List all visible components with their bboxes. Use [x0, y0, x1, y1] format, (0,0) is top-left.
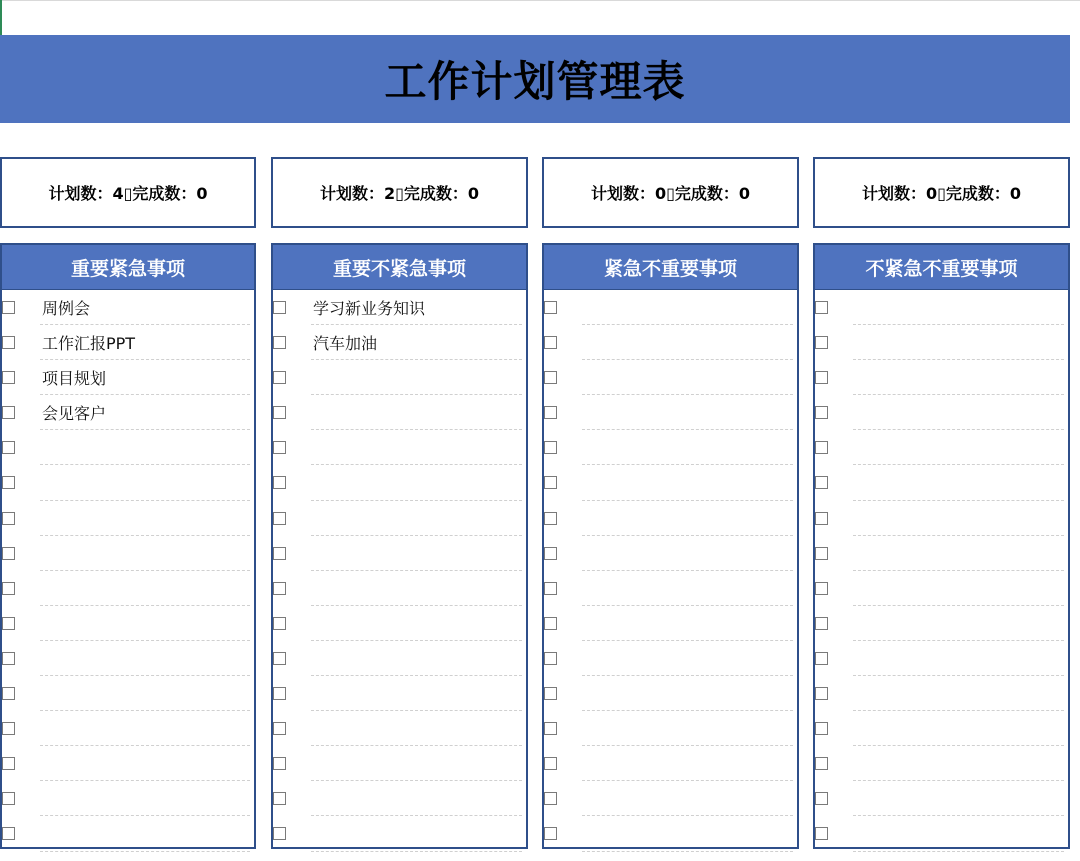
- task-row[interactable]: [544, 781, 797, 816]
- stat-text: 计划数：0▯完成数：0: [861, 184, 1022, 203]
- task-label: 会见客户: [42, 404, 107, 424]
- checkbox-icon[interactable]: [2, 757, 15, 770]
- checkbox-icon[interactable]: [544, 687, 557, 700]
- checkbox-icon[interactable]: [2, 406, 15, 419]
- task-row[interactable]: [2, 430, 254, 465]
- task-rows: [273, 290, 526, 852]
- task-row[interactable]: [815, 325, 1068, 360]
- task-row[interactable]: [2, 781, 254, 816]
- task-row[interactable]: [815, 290, 1068, 325]
- task-row[interactable]: [273, 571, 526, 606]
- stat-text: 计划数：2▯完成数：0: [319, 184, 480, 203]
- checkbox-icon[interactable]: [2, 687, 15, 700]
- row-divider: [40, 851, 250, 852]
- checkbox-icon[interactable]: [815, 652, 828, 665]
- task-row[interactable]: [273, 395, 526, 430]
- checkbox-icon[interactable]: [273, 371, 286, 384]
- quadrant-header[interactable]: [273, 245, 526, 290]
- checkbox-icon[interactable]: [815, 617, 828, 630]
- grid-top-line: [0, 0, 1080, 1]
- checkbox-icon[interactable]: [544, 582, 557, 595]
- row-divider: [582, 851, 793, 852]
- checkbox-icon[interactable]: [273, 687, 286, 700]
- stat-text: 计划数：0▯完成数：0: [590, 184, 751, 203]
- task-row[interactable]: [273, 816, 526, 851]
- task-row[interactable]: [2, 536, 254, 571]
- checkbox-icon[interactable]: [2, 652, 15, 665]
- task-row[interactable]: [815, 641, 1068, 676]
- checkbox-icon[interactable]: [2, 441, 15, 454]
- checkbox-icon[interactable]: [2, 617, 15, 630]
- checkbox-icon[interactable]: [815, 792, 828, 805]
- checkbox-icon[interactable]: [273, 582, 286, 595]
- cell-cursor: [0, 0, 2, 35]
- checkbox-icon[interactable]: [273, 722, 286, 735]
- checkbox-icon[interactable]: [273, 336, 286, 349]
- task-rows: [815, 290, 1068, 852]
- task-row[interactable]: [815, 465, 1068, 500]
- task-row[interactable]: [544, 325, 797, 360]
- checkbox-icon[interactable]: [2, 476, 15, 489]
- task-row[interactable]: [2, 571, 254, 606]
- checkbox-icon[interactable]: [815, 406, 828, 419]
- checkbox-icon[interactable]: [2, 582, 15, 595]
- checkbox-icon[interactable]: [273, 652, 286, 665]
- task-label: 项目规划: [42, 369, 107, 389]
- checkbox-icon[interactable]: [2, 827, 15, 840]
- task-row[interactable]: [815, 711, 1068, 746]
- checkbox-icon[interactable]: [2, 371, 15, 384]
- task-row[interactable]: [273, 430, 526, 465]
- checkbox-icon[interactable]: [544, 301, 557, 314]
- task-row[interactable]: [544, 536, 797, 571]
- stat-box-q4[interactable]: [813, 157, 1070, 228]
- task-row[interactable]: [2, 816, 254, 851]
- page-title: 工作计划管理表: [384, 57, 686, 106]
- task-row[interactable]: [273, 360, 526, 395]
- checkbox-icon[interactable]: [815, 722, 828, 735]
- checkbox-icon[interactable]: [273, 301, 286, 314]
- task-row[interactable]: [273, 781, 526, 816]
- checkbox-icon[interactable]: [815, 582, 828, 595]
- quadrant-list-q2: [271, 243, 528, 849]
- checkbox-icon[interactable]: [544, 336, 557, 349]
- quadrant-header-label: 重要紧急事项: [70, 257, 185, 280]
- row-divider: [311, 851, 522, 852]
- title-banner[interactable]: [0, 35, 1070, 123]
- task-row[interactable]: [544, 465, 797, 500]
- checkbox-icon[interactable]: [815, 827, 828, 840]
- stat-box-q1[interactable]: [0, 157, 256, 228]
- checkbox-icon[interactable]: [544, 792, 557, 805]
- quadrant-list-q3: [542, 243, 799, 849]
- task-row[interactable]: [273, 290, 526, 325]
- task-row[interactable]: [2, 746, 254, 781]
- checkbox-icon[interactable]: [544, 757, 557, 770]
- task-row[interactable]: [544, 290, 797, 325]
- task-row[interactable]: [544, 711, 797, 746]
- task-row[interactable]: [815, 501, 1068, 536]
- quadrant-header[interactable]: [815, 245, 1068, 290]
- task-row[interactable]: [815, 781, 1068, 816]
- task-row[interactable]: [2, 395, 254, 430]
- task-row[interactable]: [273, 746, 526, 781]
- task-row[interactable]: [815, 676, 1068, 711]
- task-row[interactable]: [273, 536, 526, 571]
- quadrant-list-q1: [0, 243, 256, 849]
- checkbox-icon[interactable]: [273, 792, 286, 805]
- quadrant-header-label: 紧急不重要事项: [603, 257, 737, 280]
- task-rows: [2, 290, 254, 852]
- stat-box-q3[interactable]: [542, 157, 799, 228]
- task-row[interactable]: [2, 676, 254, 711]
- checkbox-icon[interactable]: [2, 301, 15, 314]
- quadrant-header-label: 不紧急不重要事项: [865, 257, 1018, 280]
- task-row[interactable]: [2, 711, 254, 746]
- checkbox-icon[interactable]: [815, 301, 828, 314]
- quadrant-header[interactable]: [544, 245, 797, 290]
- task-row[interactable]: [273, 501, 526, 536]
- quadrant-header[interactable]: [2, 245, 254, 290]
- checkbox-icon[interactable]: [2, 792, 15, 805]
- checkbox-icon[interactable]: [815, 441, 828, 454]
- task-row[interactable]: [273, 465, 526, 500]
- task-row[interactable]: [544, 360, 797, 395]
- checkbox-icon[interactable]: [815, 757, 828, 770]
- checkbox-icon[interactable]: [273, 617, 286, 630]
- checkbox-icon[interactable]: [273, 512, 286, 525]
- task-row[interactable]: [544, 816, 797, 851]
- task-row[interactable]: [815, 536, 1068, 571]
- task-row[interactable]: [2, 606, 254, 641]
- checkbox-icon[interactable]: [544, 827, 557, 840]
- task-row[interactable]: [273, 711, 526, 746]
- checkbox-icon[interactable]: [544, 512, 557, 525]
- row-divider: [853, 851, 1064, 852]
- checkbox-icon[interactable]: [815, 371, 828, 384]
- stat-text: 计划数：4▯完成数：0: [48, 184, 208, 203]
- task-label: 周例会: [42, 299, 91, 318]
- task-row[interactable]: [815, 606, 1068, 641]
- task-row[interactable]: [544, 430, 797, 465]
- task-row[interactable]: [815, 430, 1068, 465]
- task-row[interactable]: [815, 395, 1068, 430]
- task-row[interactable]: [815, 360, 1068, 395]
- checkbox-icon[interactable]: [815, 512, 828, 525]
- checkbox-icon[interactable]: [815, 476, 828, 489]
- task-row[interactable]: [273, 676, 526, 711]
- checkbox-icon[interactable]: [544, 617, 557, 630]
- task-row[interactable]: [544, 571, 797, 606]
- task-label: 汽车加油: [313, 334, 378, 354]
- task-row[interactable]: [544, 501, 797, 536]
- checkbox-icon[interactable]: [273, 441, 286, 454]
- task-row[interactable]: [273, 606, 526, 641]
- checkbox-icon[interactable]: [815, 336, 828, 349]
- task-row[interactable]: [2, 465, 254, 500]
- checkbox-icon[interactable]: [273, 757, 286, 770]
- stat-box-q2[interactable]: [271, 157, 528, 228]
- checkbox-icon[interactable]: [544, 406, 557, 419]
- checkbox-icon[interactable]: [544, 476, 557, 489]
- task-row[interactable]: [815, 816, 1068, 851]
- task-row[interactable]: [273, 325, 526, 360]
- checkbox-icon[interactable]: [544, 371, 557, 384]
- checkbox-icon[interactable]: [2, 512, 15, 525]
- checkbox-icon[interactable]: [544, 652, 557, 665]
- task-row[interactable]: [2, 501, 254, 536]
- task-label: 学习新业务知识: [313, 299, 426, 318]
- task-row[interactable]: [2, 641, 254, 676]
- checkbox-icon[interactable]: [273, 476, 286, 489]
- checkbox-icon[interactable]: [815, 687, 828, 700]
- checkbox-icon[interactable]: [273, 827, 286, 840]
- task-label: 工作汇报PPT: [42, 334, 136, 354]
- checkbox-icon[interactable]: [544, 441, 557, 454]
- checkbox-icon[interactable]: [544, 722, 557, 735]
- quadrant-list-q4: [813, 243, 1070, 849]
- checkbox-icon[interactable]: [273, 547, 286, 560]
- checkbox-icon[interactable]: [815, 547, 828, 560]
- checkbox-icon[interactable]: [2, 547, 15, 560]
- task-row[interactable]: [544, 746, 797, 781]
- checkbox-icon[interactable]: [544, 547, 557, 560]
- task-row[interactable]: [544, 641, 797, 676]
- task-row[interactable]: [544, 395, 797, 430]
- task-row[interactable]: [815, 571, 1068, 606]
- task-row[interactable]: [273, 641, 526, 676]
- task-row[interactable]: [2, 325, 254, 360]
- task-rows: [544, 290, 797, 852]
- task-row[interactable]: [544, 676, 797, 711]
- checkbox-icon[interactable]: [2, 336, 15, 349]
- task-row[interactable]: [815, 746, 1068, 781]
- checkbox-icon[interactable]: [2, 722, 15, 735]
- checkbox-icon[interactable]: [273, 406, 286, 419]
- task-row[interactable]: [2, 290, 254, 325]
- task-row[interactable]: [544, 606, 797, 641]
- task-row[interactable]: [2, 360, 254, 395]
- quadrant-header-label: 重要不紧急事项: [332, 257, 466, 280]
